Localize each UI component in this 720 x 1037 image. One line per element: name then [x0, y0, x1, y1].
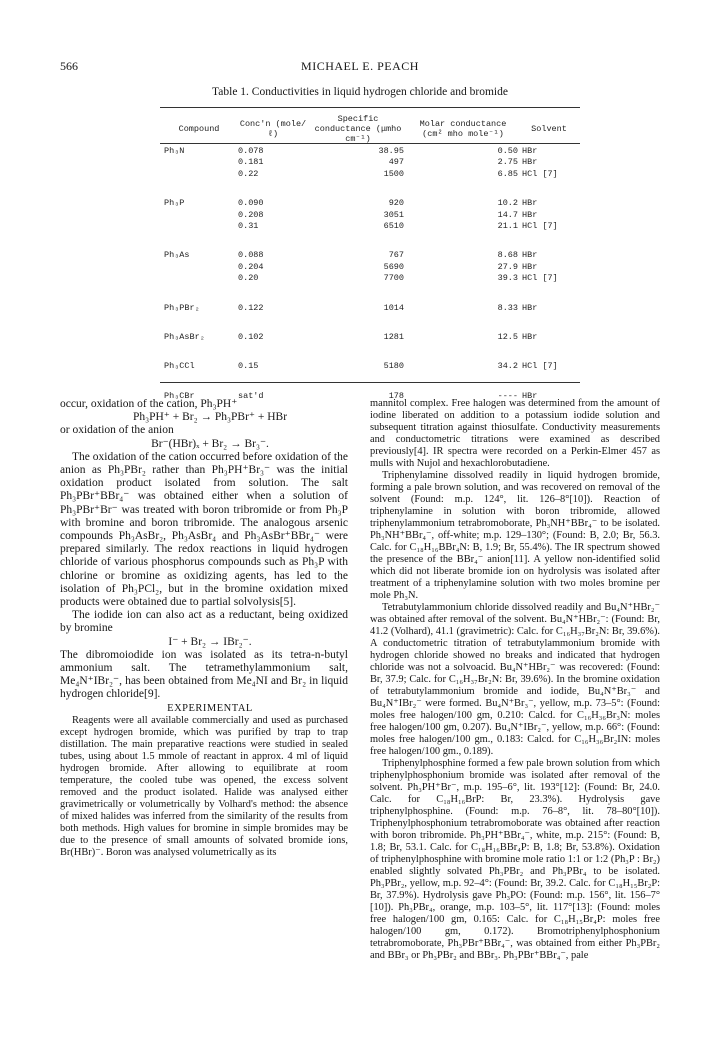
cell-conc: 0.090	[238, 198, 264, 209]
table-row	[162, 332, 578, 343]
cell-conc: 0.22	[238, 168, 259, 179]
group-spacer	[162, 314, 578, 332]
right-column	[370, 398, 660, 962]
cell-solvent: HBr	[522, 261, 538, 272]
cell-solvent: HBr	[522, 209, 538, 220]
cell-solvent: HBr	[522, 332, 538, 343]
cell-specific: 1014	[383, 302, 404, 313]
cell-solvent: HBr	[522, 146, 538, 156]
equation: Ph₃PH⁺ + Br₂ → Ph₃PBr⁺ + HBr	[132, 411, 288, 424]
cell-conc: 0.088	[238, 250, 264, 261]
cell-specific: 767	[388, 250, 404, 261]
cell-solvent: HCl [7]	[522, 361, 558, 372]
paragraph: Reagents were all available commercially and used as purchased except hydrogen bromide, which was purified by trap to trap distillation. The main preparative reactions were studied in sealed tubes, using about 1.5 mmole of reactant in approx. 4 ml of liquid hydrogen bromide. After allowing to equilibrate at room temperature, the cooled tube was opened, the excess solvent removed and the product isolated. Halide was analysed either gravimetrically or volumetrically by Volhard's method: the absence of mixed halides was inferred from the similarity of the results from both methods. High values for bromine in simple bromides may be due to the presence of small amounts of solvated bromide ions, Br(HBr)⁻. Boron was analysed volumetrically as its	[60, 714, 348, 858]
table-row	[162, 146, 578, 157]
cell-specific: 920	[388, 198, 404, 209]
cell-compound	[162, 273, 236, 284]
cell-compound	[162, 221, 236, 232]
cell-conc: 0.204	[238, 261, 264, 272]
group-spacer	[162, 373, 578, 391]
paragraph: The iodide ion can also act as a reductant, being oxidized by bromine	[60, 609, 348, 635]
paragraph: occur, oxidation of the cation, Ph₃PH⁺	[60, 398, 238, 410]
cell-specific: 6510	[383, 221, 404, 232]
table-top-rule	[160, 107, 580, 108]
table-caption: Table 1. Conductivities in liquid hydrogen chloride and bromide	[212, 86, 508, 98]
page-header	[0, 59, 720, 79]
table-row	[162, 273, 578, 284]
table-row	[162, 169, 578, 180]
cell-conc: 0.078	[238, 146, 264, 156]
cell-specific: 1281	[383, 332, 404, 343]
header-molar: Molar conductance (cm² mho mole⁻¹)	[419, 119, 507, 139]
header-solvent: Solvent	[531, 124, 567, 134]
cell-compound	[162, 157, 236, 168]
cell-compound	[162, 210, 236, 221]
cell-conc: sat'd	[238, 390, 264, 401]
cell-molar: 34.2	[497, 361, 518, 372]
cell-conc: 0.20	[238, 273, 259, 284]
paragraph: The oxidation of the cation occurred before oxidation of the anion as Ph₃PBr₂ rather than Ph₃PH⁺Br₃⁻ was the initial oxidation product isolated from solution. The salt Ph₃PBr⁺BBr₄⁻ was obtained either when a solution of Ph₃PBr⁺Br⁻ was treated with boron tribromide or from Ph₃P with bromine and boron tribromide. The analogous arsenic compounds Ph₃AsBr₂, Ph₃AsBr₄ and Ph₃AsBr⁺BBr₄⁻ were prepared similarly. The redox reactions in liquid hydrogen chloride of various phosphorus compounds such as Ph₃P with chlorine or bromine as oxidizing agents, has led to the isolation of Ph₃PCl₂, but in the bromine oxidation mixed products were obtained due to partial solvolysis[5].	[60, 450, 348, 609]
equation: Br⁻(HBr)ₓ + Br₂ → Br₃⁻.	[151, 437, 269, 450]
cell-molar: 14.7	[497, 209, 518, 220]
cell-conc: 0.31	[238, 221, 259, 232]
cell-compound: Ph₃N	[164, 146, 185, 156]
cell-specific: 7700	[383, 273, 404, 284]
cell-solvent: HCl [7]	[522, 273, 558, 284]
table-row	[162, 221, 578, 232]
cell-compound: Ph₃CCl	[164, 361, 195, 372]
cell-molar: ----	[497, 390, 518, 401]
cell-solvent: HBr	[522, 198, 538, 209]
cell-conc: 0.181	[238, 157, 264, 168]
cell-compound: Ph₃As	[164, 250, 190, 261]
table-body	[162, 146, 578, 402]
cell-molar: 6.85	[497, 168, 518, 179]
cell-solvent: HBr	[522, 157, 538, 168]
paragraph: The dibromoiodide ion was isolated as its tetra-n-butyl ammonium salt. The tetramethylammonium salt, Me₄N⁺IBr₂⁻, has been obtained from Me₄NI and Br₂ in liquid hydrogen chloride[9].	[60, 648, 348, 701]
table-row	[162, 262, 578, 273]
group-spacer	[162, 180, 578, 198]
paragraph: mannitol complex. Free halogen was determined from the amount of iodine liberated on addition to a potassium iodide solution and subsequent titration against thiosulfate. Conductivity measurements and conductometric titrations were examined as described previously[4]. IR spectra were recorded on a Perkin-Elmer 457 as mulls with Nujol and hexachlorobutadiene.	[370, 398, 660, 469]
cell-specific: 5180	[383, 361, 404, 372]
cell-conc: 0.208	[238, 209, 264, 220]
paragraph: Triphenylphosphine formed a few pale brown solution from which triphenylphosphonium bromide was isolated after removal of the solvent. Ph₃PH⁺Br⁻, m.p. 195–6°, lit. 193°[12]: (Found: Br, 24.0. Calc. for C₁₈H₁₆BrP: Br, 23.3%). Hydrolysis gave triphenylphosphine. (Found: m.p. 76–8°, lit. 78–80°[10]). Triphenylphosphonium tetrabromoborate was obtained after reaction with boron tribromide. Ph₃PH⁺BBr₄⁻, white, m.p. 215°: (Found: B, 1.8; Br, 53.1. Calc. for C₁₈H₁₆BBr₄P: B, 1.8; Br, 53.8%). Oxidation of triphenylphosphine with bromine mole ratio 1:1 or 1:2 (Ph₃P : Br₂) enabled slightly solvated Ph₃PBr₂ and Ph₃PBr₄ to be isolated. Ph₃PBr₂, yellow, m.p. 92–4°: (Found: Br, 39.2. Calc. for C₁₈H₁₅Br₂P: Br, 37.9%). Hydrolysis gave Ph₃PO: (Found: m.p. 156°, lit. 156–7°[10]). Ph₃PBr₄, orange, m.p. 103–5°, lit. 117°[13]: (Found: moles free halogen/100 gm, 0.165: Calc. for C₁₈H₁₅Br₄P: moles free halogen/100 gm, 0.172). Bromotriphenylphosphonium tetrabromoborate, Ph₃PBr⁺BBr₄⁻, was obtained from either Ph₃PBr₂ and BBr₃ or Ph₃PBr₂ and BBr₃. Ph₃PBr⁺BBr₄⁻, pale	[370, 758, 660, 961]
cell-molar: 8.68	[497, 250, 518, 261]
cell-specific: 5690	[383, 261, 404, 272]
cell-solvent: HCl [7]	[522, 221, 558, 232]
cell-specific: 38.95	[378, 146, 404, 156]
cell-molar: 27.9	[497, 261, 518, 272]
cell-specific: 178	[388, 390, 404, 401]
cell-conc: 0.15	[238, 361, 259, 372]
equation: I⁻ + Br₂ → IBr₂⁻.	[168, 635, 252, 648]
cell-molar: 10.2	[497, 198, 518, 209]
cell-molar: 0.50	[497, 146, 518, 156]
cell-specific: 497	[388, 157, 404, 168]
paragraph: Triphenylamine dissolved readily in liquid hydrogen bromide, forming a pale brown solution, and was recovered on removal of the solvent (Found: m.p. 124°, lit. 126–8°[10]). Reaction of triphenylamine in solution with boron tribromide, allowed triphenylammonium tetrabromoborate, Ph₃NH⁺BBr₄⁻ to be isolated. Ph₃NH⁺BBr₄⁻, off-white; m.p. 129–130°; (Found: B, 2.0; Br, 56.3. Calc. for C₁₈H₁₆BBr₄N: B, 1.9; Br, 55.4%). The IR spectrum showed the presence of the BBr₄⁻ anion[11]. A yellow non-identified solid which did not liberate bromide ion on hydrolysis was isolated after treatment of a triphenylamine solution with two moles bromine per mole Ph₃N.	[370, 470, 660, 601]
cell-specific: 3051	[383, 209, 404, 220]
left-column	[60, 398, 348, 859]
paragraph: Tetrabutylammonium chloride dissolved readily and Bu₄N⁺HBr₂⁻ was obtained after removal of the solvent. Bu₄N⁺HBr₂⁻: (Found: Br, 41.2 (Volhard), 41.1 (gravimetric): Calc. for C₁₆H₃₇Br₂N: Br, 39.6%). A conductometric titration of tetrabutylammonium bromide with hydrogen chloride showed no breaks and indicated that hydrogen chloride was not a solvoacid. Bu₄N⁺HBr₂⁻ was recovered: (Found: Br, 37.9; Calc. for C₁₆H₃₇Br₂N: Br, 39.6%). In the bromine oxidation of tetrabutylammonium bromide and iodide, Bu₄N⁺Br₃⁻ and Bu₄N⁺IBr₂⁻ were formed. Bu₄N⁺Br₃⁻, yellow, m.p. 73–5°: (Found: moles free halogen/100 gm, 0.210: Calcd. for C₁₆H₃₆Br₃N: moles free halogen/100 gm, 0.207). Bu₄N⁺IBr₂⁻, yellow, m.p. 66°: (Found: moles free halogen/100 gm., 0.183: Calcd. for C₁₆H₃₆Br₂IN: moles free halogen/100 gm., 0.189).	[370, 602, 660, 757]
cell-compound: Ph₃CBr	[164, 390, 195, 401]
cell-solvent: HBr	[522, 390, 538, 401]
table-row	[162, 361, 578, 372]
cell-solvent: HCl [7]	[522, 168, 558, 179]
page-number: 566	[60, 59, 78, 73]
cell-compound	[162, 262, 236, 273]
table-row	[162, 303, 578, 314]
cell-molar: 12.5	[497, 332, 518, 343]
cell-compound: Ph₃PBr₂	[164, 302, 200, 313]
cell-molar: 21.1	[497, 221, 518, 232]
cell-compound	[162, 169, 236, 180]
cell-conc: 0.102	[238, 332, 264, 343]
cell-solvent: HBr	[522, 250, 538, 261]
table-row	[162, 210, 578, 221]
group-spacer	[162, 232, 578, 250]
table-row	[162, 157, 578, 168]
section-heading: EXPERIMENTAL	[167, 702, 253, 714]
cell-molar: 2.75	[497, 157, 518, 168]
cell-molar: 8.33	[497, 302, 518, 313]
paragraph: or oxidation of the anion	[60, 424, 174, 437]
cell-compound: Ph₃AsBr₂	[164, 332, 205, 343]
conductivity-table	[162, 112, 578, 402]
cell-molar: 39.3	[497, 273, 518, 284]
header-conc: Conc'n (mole/ℓ)	[239, 119, 307, 139]
cell-specific: 1500	[383, 168, 404, 179]
table-row	[162, 250, 578, 261]
cell-compound: Ph₃P	[164, 198, 185, 209]
header-compound: Compound	[178, 124, 220, 134]
header-specific: Specific conductance (μmho cm⁻¹)	[314, 114, 402, 144]
cell-conc: 0.122	[238, 302, 264, 313]
table-row	[162, 198, 578, 209]
cell-solvent: HBr	[522, 302, 538, 313]
table-header	[162, 112, 578, 146]
running-title: MICHAEL E. PEACH	[301, 59, 419, 73]
group-spacer	[162, 343, 578, 361]
group-spacer	[162, 285, 578, 303]
